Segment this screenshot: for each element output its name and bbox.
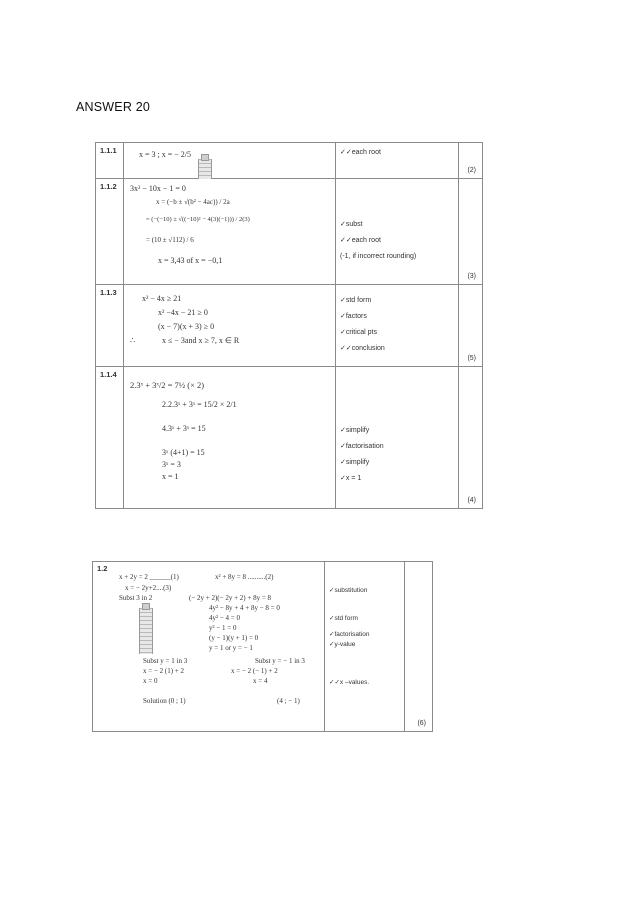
working-cell (124, 179, 336, 285)
memo-table-1 (95, 142, 483, 509)
working-line: 3ˣ (4+1) = 15 (162, 448, 205, 457)
working-cell (124, 285, 336, 367)
working-line: 2.3ˣ + 3ˣ/2 = 7½ (× 2) (130, 380, 205, 390)
marks-total: (2) (467, 167, 476, 174)
working-line: = (−(−10) ± √((−10)² − 4(3)(−1))) / 2(3) (146, 216, 250, 223)
marking-cell (336, 285, 459, 367)
working-cell (93, 562, 325, 732)
question-number: 1.1.1 (96, 143, 124, 179)
working-line: x = 0 (143, 677, 158, 685)
mark-item: ✓subst (340, 221, 363, 228)
question-number: 1.2 (97, 564, 108, 573)
mark-item: ✓substitution (329, 587, 368, 594)
marks-total-cell (405, 562, 433, 732)
working-line: 4y² − 8y + 4 + 8y − 8 = 0 (209, 604, 280, 612)
working-line: Subst 3 in 2 (119, 594, 153, 602)
mark-item: ✓x = 1 (340, 475, 362, 482)
working-line: Subst y = − 1 in 3 (255, 657, 305, 665)
working-cell (124, 143, 336, 179)
working-line: x = 4 (253, 677, 268, 685)
working-line: 3x² − 10x − 1 = 0 (130, 184, 186, 193)
watermark-tower-icon (139, 608, 153, 654)
working-line: x = 1 (162, 472, 179, 481)
working-line: 4y² − 4 = 0 (209, 614, 240, 622)
working-line: y = 1 or y = − 1 (209, 644, 253, 652)
marks-total-cell (459, 143, 483, 179)
mark-item: ✓✓x –values. (329, 679, 370, 686)
working-line: x² − 4x ≥ 21 (142, 294, 182, 303)
working-line: x = − 2y+2....(3) (125, 584, 172, 592)
memo-row-1-1-1 (96, 143, 483, 179)
working-line: (y − 1)(y + 1) = 0 (209, 634, 259, 642)
memo-row-1-1-2 (96, 179, 483, 285)
working-line: Solution (0 ; 1) (143, 697, 186, 705)
working-line: x ≤ − 3and x ≥ 7, x ∈ R (162, 336, 240, 345)
mark-item: ✓critical pts (340, 329, 377, 336)
working-line: (x − 7)(x + 3) ≥ 0 (158, 322, 215, 331)
working-line: x = (−b ± √(b² − 4ac)) / 2a (156, 198, 230, 206)
question-number: 1.1.3 (96, 285, 124, 367)
mark-item: ✓✓each root (340, 149, 381, 156)
working-line: x = 3 ; x = − 2/5 (139, 150, 191, 159)
marking-cell (325, 562, 405, 732)
mark-item: ✓simplify (340, 459, 370, 466)
working-line: x + 2y = 2 ______(1) (119, 573, 179, 581)
marks-total-cell (459, 179, 483, 285)
mark-item: ✓✓each root (340, 237, 381, 244)
mark-item: ✓std form (329, 615, 358, 622)
working-line: x = − 2 (− 1) + 2 (231, 667, 278, 675)
working-line: 2.2.3ˣ + 3ˣ = 15/2 × 2/1 (162, 400, 237, 409)
marks-total: (3) (467, 273, 476, 280)
working-line: = (10 ± √112) / 6 (146, 236, 194, 244)
question-number: 1.1.2 (96, 179, 124, 285)
marking-cell (336, 179, 459, 285)
working-line: x = 3,43 of x = −0,1 (158, 256, 223, 265)
marking-cell (336, 367, 459, 509)
working-line: 3ˣ = 3 (162, 460, 181, 469)
memo-row-1-1-3 (96, 285, 483, 367)
question-number: 1.1.4 (96, 367, 124, 509)
marks-total: (6) (417, 720, 426, 727)
memo-row-1-2 (93, 562, 433, 732)
mark-item: (-1, if incorrect rounding) (340, 253, 417, 260)
working-cell (124, 367, 336, 509)
working-line: x² + 8y = 8 ..........(2) (215, 573, 274, 581)
marks-total: (4) (467, 497, 476, 504)
memo-table-2 (92, 561, 433, 732)
working-line: Subst y = 1 in 3 (143, 657, 188, 665)
working-line: 4.3ˣ + 3ˣ = 15 (162, 424, 206, 433)
marks-total-cell (459, 367, 483, 509)
working-line: (− 2y + 2)(− 2y + 2) + 8y = 8 (189, 594, 272, 602)
working-line: x² −4x − 21 ≥ 0 (158, 308, 208, 317)
marks-total-cell (459, 285, 483, 367)
page-heading: ANSWER 20 (76, 100, 151, 114)
mark-item: ✓simplify (340, 427, 370, 434)
working-line: y² − 1 = 0 (209, 624, 237, 632)
watermark-tower-icon (198, 159, 212, 179)
marks-total: (5) (467, 355, 476, 362)
working-line: (4 ; − 1) (277, 697, 300, 705)
therefore-symbol: ∴ (130, 336, 136, 345)
mark-item: ✓std form (340, 297, 372, 304)
mark-item: ✓factorisation (340, 443, 384, 450)
mark-item: ✓y-value (329, 641, 356, 648)
marking-cell (336, 143, 459, 179)
mark-item: ✓factors (340, 313, 367, 320)
memo-row-1-1-4 (96, 367, 483, 509)
mark-item: ✓factorisation (329, 631, 370, 638)
working-line: x = − 2 (1) + 2 (143, 667, 185, 675)
mark-item: ✓✓conclusion (340, 345, 385, 352)
